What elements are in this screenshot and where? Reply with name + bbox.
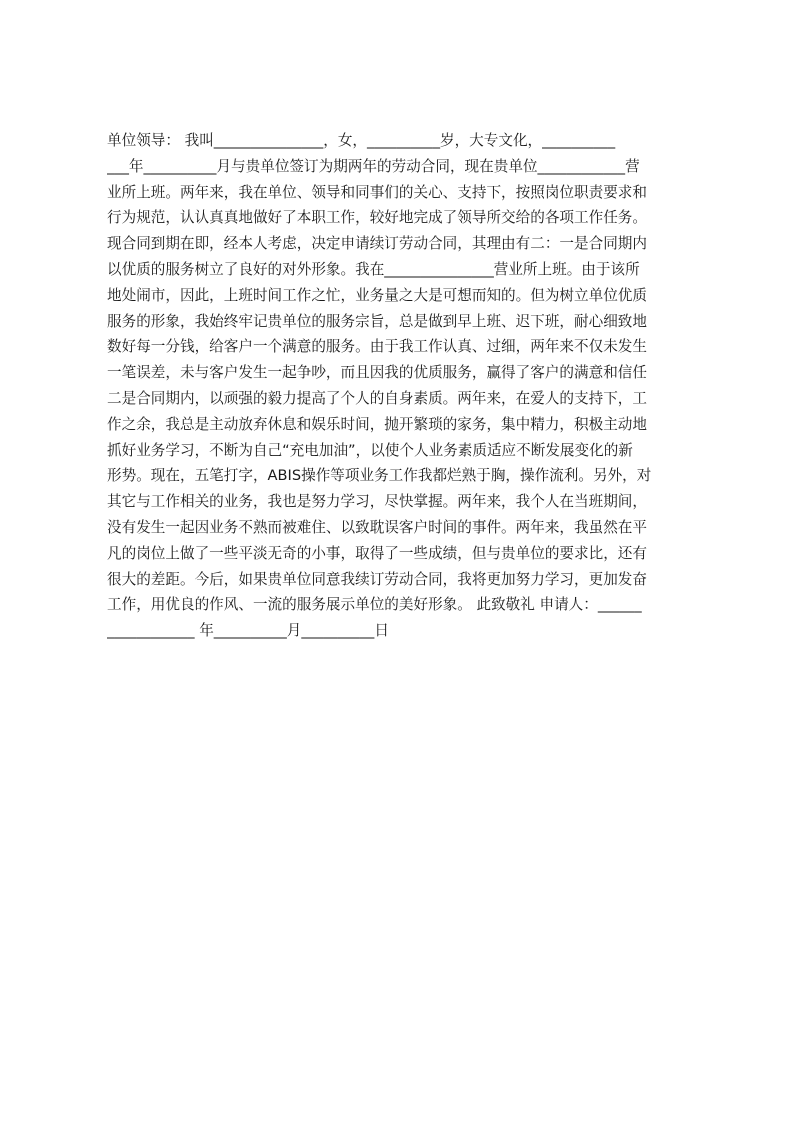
text-line: 凡的岗位上做了一些平淡无奇的小事，取得了一些成绩，但与贵单位的要求比，还有 (107, 544, 647, 562)
text-line: 很大的差距。今后，如果贵单位同意我续订劳动合同，我将更加努力学习，更加发奋 (107, 570, 647, 588)
text-line: 以优质的服务树立了良好的对外形象。我在_______________营业所上班。由于该所 (107, 260, 640, 278)
text-line: 一笔误差，未与客户发生一起争吵，而且因我的优质服务，赢得了客户的满意和信任 (107, 364, 647, 382)
text-line: ____________ 年__________月__________日 (107, 622, 389, 640)
text-line: 单位领导： 我叫_______________，女，__________岁，大专文化，__________ (107, 132, 616, 149)
text-line: 工作，用优良的作风、一流的服务展示单位的美好形象。 此致敬礼 申请人：______ (107, 596, 642, 614)
letter-body (107, 128, 699, 644)
text-line: ___年__________月与贵单位签订为期两年的劳动合同，现在贵单位____________营 (107, 157, 640, 175)
text-line: 行为规范，认认真真地做好了本职工作，较好地完成了领导所交给的各项工作任务。 (107, 209, 647, 227)
text-line: 形势。现在，五笔打字，ABIS操作等项业务工作我都烂熟于胸，操作流利。另外，对 (107, 467, 652, 485)
text-line: 没有发生一起因业务不熟而被难住、以致耽误客户时间的事件。两年来，我虽然在平 (107, 518, 647, 536)
text-line: 作之余，我总是主动放弃休息和娱乐时间，抛开繁琐的家务，集中精力，积极主动地 (107, 415, 647, 433)
text-line: 现合同到期在即，经本人考虑，决定申请续订劳动合同，其理由有二：一是合同期内 (107, 235, 647, 253)
text-line: 二是合同期内，以顽强的毅力提高了个人的自身素质。两年来，在爱人的支持下，工 (107, 389, 647, 407)
text-line: 数好每一分钱，给客户一个满意的服务。由于我工作认真、过细，两年来不仅未发生 (107, 338, 647, 356)
text-line: 服务的形象，我始终牢记贵单位的服务宗旨，总是做到早上班、迟下班，耐心细致地 (107, 312, 647, 330)
text-line: 业所上班。两年来，我在单位、领导和同事们的关心、支持下，按照岗位职责要求和 (107, 183, 647, 201)
text-line: 抓好业务学习，不断为自己“充电加油”，以使个人业务素质适应不断发展变化的新 (107, 441, 633, 459)
text-line: 其它与工作相关的业务，我也是努力学习，尽快掌握。两年来，我个人在当班期间， (107, 493, 647, 511)
text-line: 地处闹市，因此，上班时间工作之忙，业务量之大是可想而知的。但为树立单位优质 (107, 286, 647, 304)
